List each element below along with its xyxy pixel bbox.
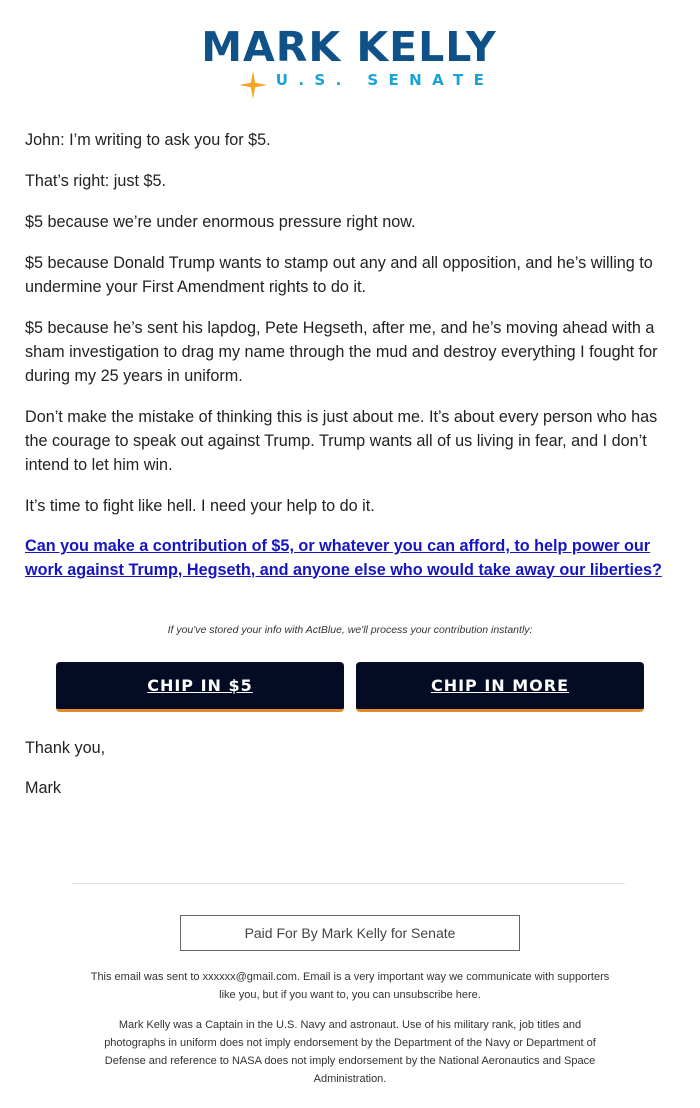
signoff-name: Mark <box>25 779 61 797</box>
footer-disclaimer: Mark Kelly was a Captain in the U.S. Navy and astronaut. Use of his military rank, job titles and photographs in uniform does not imply endorsement by the Department of the Navy or Department of Defense and reference to NASA does not imply endorsement by the National Aeronautics and Space Administration. <box>104 1019 596 1085</box>
footer-divider <box>72 883 625 884</box>
chip-in-5-button[interactable]: CHIP IN $5 <box>56 662 344 712</box>
paid-for-disclaimer: Paid For By Mark Kelly for Senate <box>180 915 520 951</box>
star-icon <box>239 71 267 99</box>
paragraph: $5 because he’s sent his lapdog, Pete Hegseth, after me, and he’s moving ahead with a sham investigation to drag my name through the mud and destroy everything I fought for during my 25 years in uniform. <box>25 319 658 385</box>
paragraph: $5 because Donald Trump wants to stamp out any and all opposition, and he’s willing to undermine your First Amendment rights to do it. <box>25 254 653 296</box>
signoff-thanks: Thank you, <box>25 739 106 757</box>
message-content <box>25 128 677 602</box>
mark-kelly-logo[interactable] <box>0 23 700 89</box>
chip-in-more-button[interactable]: CHIP IN MORE <box>356 662 644 712</box>
paragraph: $5 because we’re under enormous pressure right now. <box>25 213 416 231</box>
actblue-note: If you've stored your info with ActBlue, we'll process your contribution instantly: <box>167 624 533 636</box>
footer-sent-to[interactable]: This email was sent to xxxxxx@gmail.com. Email is a very important way we communicate with supporters like you, but if you want to, you can unsubscribe here. <box>90 971 610 1001</box>
logo-subtitle: U.S. SENATE <box>275 71 495 89</box>
logo-name: MARK KELLY <box>201 23 497 71</box>
paragraph: John: I’m writing to ask you for $5. <box>25 131 271 149</box>
paragraph: That’s right: just $5. <box>25 172 166 190</box>
paragraph: It’s time to fight like hell. I need your help to do it. <box>25 497 375 515</box>
contribution-link[interactable]: Can you make a contribution of $5, or whatever you can afford, to help power our work against Trump, Hegseth, and anyone else who would take away our liberties? <box>25 537 662 579</box>
paragraph: Don’t make the mistake of thinking this is just about me. It’s about every person who has the courage to speak out against Trump. Trump wants all of us living in fear, and I don’t intend to let him win. <box>25 408 658 474</box>
